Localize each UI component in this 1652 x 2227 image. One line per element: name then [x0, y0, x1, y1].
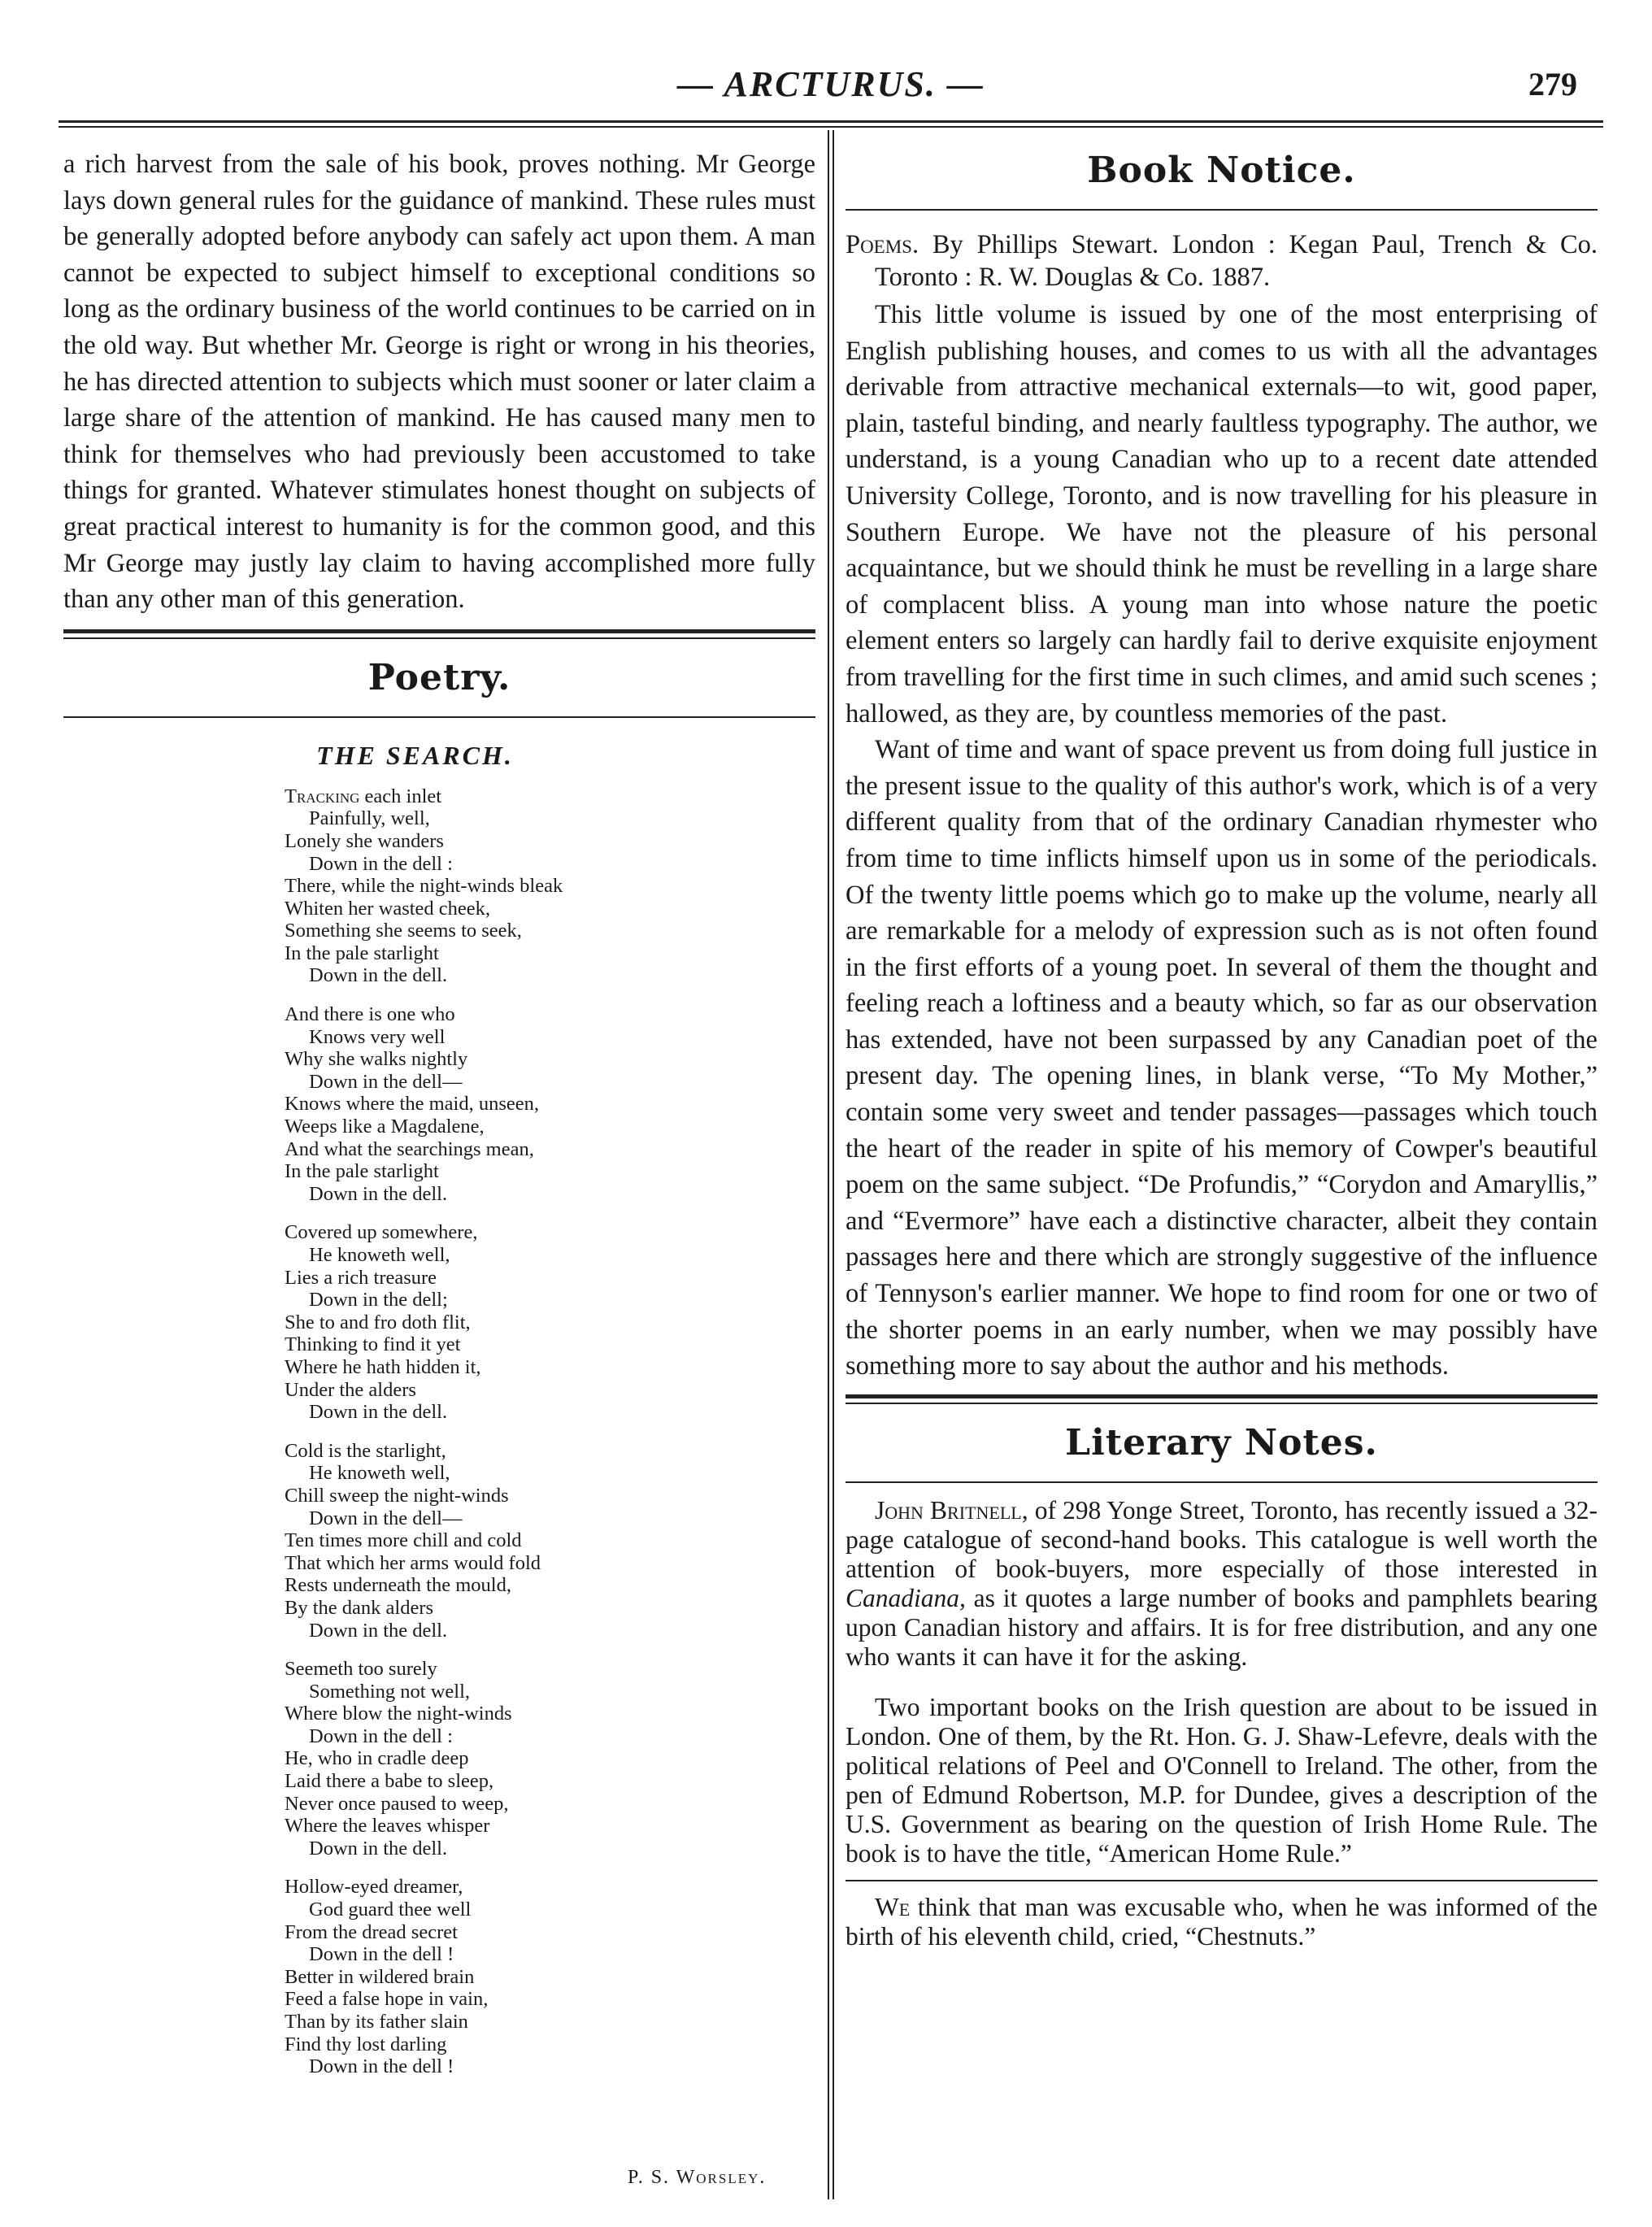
poem-line: Down in the dell—	[309, 1507, 463, 1529]
poem-line: Down in the dell.	[309, 1837, 448, 1859]
poem-line: Ten times more chill and cold	[285, 1529, 522, 1552]
poem-line: Where he hath hidden it,	[285, 1355, 481, 1378]
note3-text: think that man was excusable who, when he was informed of the birth of his eleventh child, cried, “Chestnuts.”	[846, 1892, 1598, 1951]
poem-line: Down in the dell :	[309, 852, 453, 875]
poem-stanza	[285, 1221, 815, 1423]
section-rule-thin	[846, 1481, 1598, 1483]
section-rule	[63, 629, 815, 639]
poem-line	[285, 785, 815, 808]
poem-body	[285, 785, 815, 2078]
continued-article-paragraph: a rich harvest from the sale of his book, proves nothing. Mr George lays down general rules for the guidance of mankind. These rules must be generally adopted before anybody can safely act upon them. A man cannot be expected to subject himself to exceptional conditions so long as the ordinary business of the world continues to be carried on in the old way. But whether Mr. George is right or wrong in his theories, he has directed attention to subjects which must sooner or later claim a large share of the attention of mankind. He has caused many men to think for themselves who had previously been accustomed to take things for granted. Whatever stimulates honest thought on subjects of great practical interest to humanity is for the common good, and this Mr George may justly lay claim to having accomplished more fully than any other man of this generation.	[63, 150, 815, 615]
poem-line: Laid there a babe to sleep,	[285, 1770, 494, 1793]
literary-note-1	[846, 1496, 1598, 1672]
poem-line: That which her arms would fold	[285, 1551, 541, 1574]
poem-line: Down in the dell !	[309, 2055, 454, 2078]
right-column	[846, 146, 1598, 1951]
poem-line: Something she seems to seek,	[285, 920, 522, 942]
poem-line: Knows very well	[309, 1025, 446, 1048]
poem-line: In the pale starlight	[285, 1160, 439, 1183]
left-column	[63, 146, 815, 2094]
poem-line: Down in the dell !	[309, 1943, 454, 1966]
note1-text-b: as it quotes a large number of books and pamphlets bearing upon Canadian history and affairs. It is for free distribution, and any one who wants it can have it for the asking.	[846, 1583, 1598, 1671]
poem-line: Knows where the maid, unseen,	[285, 1093, 539, 1116]
poem-line: He knoweth well,	[309, 1462, 450, 1485]
literary-note-2: Two important books on the Irish question are about to be issued in London. One of them, by the Rt. Hon. G. J. Shaw-Lefevre, deals with the political relations of Peel and O'Connell to Ireland. The other, from the pen of Edmund Robertson, M.P. for Dundee, gives a description of the U.S. Government as bearing on the question of Irish Home Rule. The book is to have the title, “American Home Rule.”	[846, 1692, 1598, 1868]
review-paragraph-2: Want of time and want of space prevent us from doing full justice in the present issue to the quality of this author's work, which is of a very different quality from that of the ordinary Canadian rhymester who from time to time inflicts himself upon us in some of the periodicals. Of the twenty little poems which go to make up the volume, nearly all are remarkable for a melody of expression such as is not often found in the first efforts of a young poet. In several of them the thought and feeling reach a loftiness and a beauty which, so far as our observation has extended, have not been surpassed by any Canadian poet of the present day. The opening lines, in blank verse, “To My Mother,” contain some very sweet and tender passages—passages which touch the heart of the reader in spite of his memory of Cowper's beautiful poem on the same subject. “De Profundis,” “Corydon and Amaryllis,” and “Evermore” have each a distinctive character, albeit they contain passages here and there which are strongly suggestive of the influence of Tennyson's earlier manner. We hope to find room for one or two of the shorter poems in an early number, when we may possibly have something more to say about the author and his methods.	[846, 735, 1598, 1381]
poem-stanza	[285, 785, 815, 987]
poem-line: Down in the dell.	[309, 1401, 448, 1424]
book-citation	[846, 228, 1598, 294]
poem-line-text: each inlet	[359, 785, 442, 807]
page-number: 279	[1528, 66, 1577, 102]
poem-line: He, who in cradle deep	[285, 1747, 469, 1770]
poem-line: Painfully, well,	[309, 807, 430, 830]
note-separator-rule	[846, 1880, 1598, 1881]
masthead-title: — ARCTURUS. —	[677, 64, 985, 104]
poem-stanza	[285, 1658, 815, 1859]
poem-line: Down in the dell :	[309, 1725, 453, 1747]
poem-line: Something not well,	[309, 1680, 471, 1703]
poem-title: THE SEARCH.	[316, 740, 514, 770]
literary-notes-heading: Literary Notes.	[1065, 1421, 1378, 1464]
column-divider	[828, 130, 834, 2199]
poem-line: Chill sweep the night-winds	[285, 1484, 509, 1507]
poem-line: In the pale starlight	[285, 942, 439, 964]
poem-stanza	[285, 1003, 815, 1205]
poem-line: Covered up somewhere,	[285, 1221, 478, 1244]
poem-line: Down in the dell.	[309, 964, 448, 987]
poem-stanza	[285, 1440, 815, 1642]
citation-rest: By Phillips Stewart. London : Kegan Paul, Trench & Co. Toronto : R. W. Douglas & Co. 1887.	[875, 230, 1598, 292]
poem-author	[628, 2167, 766, 2189]
poem-line: Whiten her wasted cheek,	[285, 897, 491, 920]
note1-italic: Canadiana,	[846, 1583, 966, 1612]
poem-line: From the dread secret	[285, 1920, 458, 1943]
review-paragraph-1: This little volume is issued by one of the most enterprising of English publishing houses, and comes to us with all the advantages derivable from attractive mechanical externals—to wit, good paper, plain, tasteful binding, and nearly faultless typography. The author, we understand, is a young Canadian who up to a recent date attended University College, Toronto, and is now travelling for his pleasure in Southern Europe. We have not the pleasure of his personal acquaintance, but we should think he must be revelling in a large share of complacent bliss. A young man into whose nature the poetic element enters so largely can hardly fail to derive exquisite enjoyment from travelling for the first time in such climes, and amid such scenes ; hallowed, as they are, by countless memories of the past.	[846, 300, 1598, 729]
page-header	[59, 49, 1603, 122]
note1-text-a: of 298 Yonge Street, Toronto, has recently issued a 32-page catalogue of second-hand books. This catalogue is well worth the attention of book-buyers, more especially of those interested in	[846, 1495, 1598, 1583]
poem-line: Where blow the night-winds	[285, 1703, 512, 1725]
poem-line: Weeps like a Magdalene,	[285, 1116, 485, 1138]
poem-line: Never once paused to weep,	[285, 1792, 509, 1815]
section-rule-thin	[63, 716, 815, 718]
poem-line: Down in the dell;	[309, 1289, 448, 1311]
poem-first-word: Tracking	[285, 785, 360, 807]
poem-line: Under the alders	[285, 1378, 416, 1401]
note3-lead: We	[875, 1892, 911, 1921]
poem-line: She to and fro doth flit,	[285, 1311, 471, 1333]
citation-lead: Poems.	[846, 230, 919, 259]
poem-line: God guard thee well	[309, 1899, 472, 1921]
poem-line: And there is one who	[285, 1003, 455, 1026]
poem-line: Than by its father slain	[285, 2011, 468, 2033]
section-rule-thin	[846, 209, 1598, 211]
poem-line: Lonely she wanders	[285, 829, 444, 852]
poem-line: Hollow-eyed dreamer,	[285, 1876, 463, 1899]
poem-line: And what the searchings mean,	[285, 1137, 534, 1160]
poem-line: He knoweth well,	[309, 1244, 450, 1266]
poem-line: Down in the dell.	[309, 1182, 448, 1205]
poem-line: Seemeth too surely	[285, 1658, 437, 1681]
literary-note-3	[846, 1893, 1598, 1951]
poem-author-name: P. S. Worsley.	[628, 2167, 767, 2188]
poem-line: Lies a rich treasure	[285, 1266, 437, 1289]
poem-line: Rests underneath the mould,	[285, 1574, 511, 1597]
poetry-heading: Poetry.	[367, 656, 511, 698]
poem-line: Down in the dell—	[309, 1070, 463, 1093]
section-rule	[846, 1394, 1598, 1404]
book-notice-heading: Book Notice.	[1087, 150, 1356, 191]
note1-lead: John Britnell,	[875, 1495, 1028, 1525]
poem-line: By the dank alders	[285, 1596, 434, 1619]
poem-line: Cold is the starlight,	[285, 1439, 446, 1462]
poem-stanza	[285, 1876, 815, 2077]
poem-line: Find thy lost darling	[285, 2033, 447, 2055]
poem-line: Thinking to find it yet	[285, 1333, 461, 1356]
poem-line: There, while the night-winds bleak	[285, 875, 563, 898]
poem-line: Why she walks nightly	[285, 1048, 468, 1071]
poem-line: Where the leaves whisper	[285, 1815, 490, 1838]
poem-line: Down in the dell.	[309, 1619, 448, 1642]
poem-line: Feed a false hope in vain,	[285, 1988, 489, 2011]
header-rule	[59, 120, 1603, 128]
poem-line: Better in wildered brain	[285, 1965, 475, 1988]
